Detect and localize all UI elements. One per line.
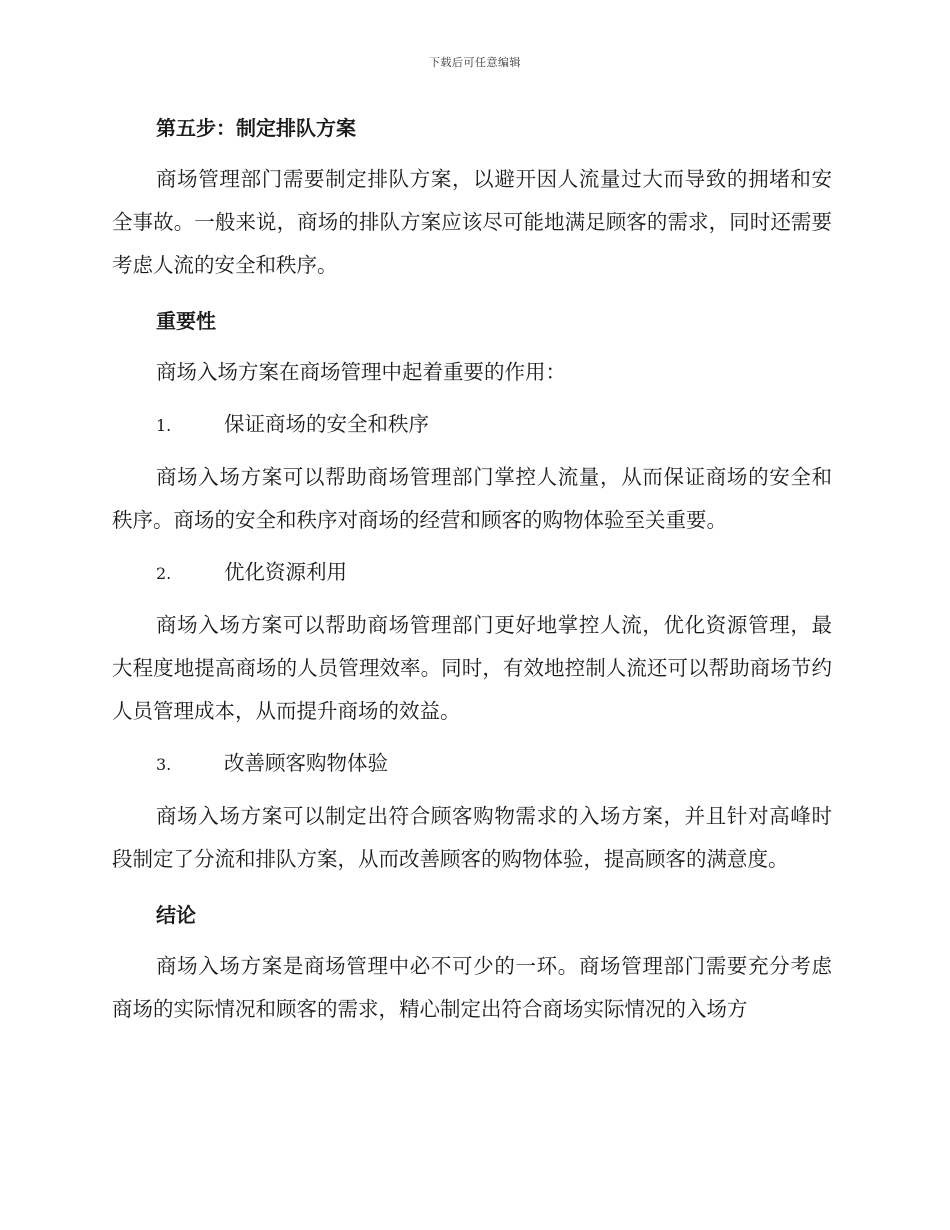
page-header: 下载后可任意编辑 [429, 56, 521, 69]
list-item-1 [112, 404, 832, 446]
document-body [112, 108, 832, 1031]
importance-intro: 商场入场方案在商场管理中起着重要的作用： [156, 360, 566, 384]
list-item-3 [112, 743, 832, 785]
step5-heading: 第五步：制定排队方案 [156, 116, 356, 140]
list-item-2 [112, 552, 832, 594]
list-title: 保证商场的安全和秩序 [224, 412, 429, 436]
conclusion-paragraph: 商场入场方案是商场管理中必不可少的一环。商场管理部门需要充分考虑商场的实际情况和顾客的需求，精心制定出符合商场实际情况的入场方 [112, 954, 832, 1021]
conclusion-heading: 结论 [156, 903, 196, 927]
list-item-3-body: 商场入场方案可以制定出符合顾客购物需求的入场方案，并且针对高峰时段制定了分流和排队方案，从而改善顾客的购物体验，提高顾客的满意度。 [112, 804, 832, 871]
list-title: 改善顾客购物体验 [224, 751, 388, 775]
list-number: 2. [156, 564, 172, 583]
importance-heading: 重要性 [156, 309, 216, 333]
list-number: 1. [156, 416, 172, 435]
list-number: 3. [156, 755, 172, 774]
list-item-1-body: 商场入场方案可以帮助商场管理部门掌控人流量，从而保证商场的安全和秩序。商场的安全和秩序对商场的经营和顾客的购物体验至关重要。 [112, 465, 832, 532]
list-item-2-body: 商场入场方案可以帮助商场管理部门更好地掌控人流，优化资源管理，最大程度地提高商场的人员管理效率。同时，有效地控制人流还可以帮助商场节约人员管理成本，从而提升商场的效益。 [112, 613, 832, 723]
step5-paragraph: 商场管理部门需要制定排队方案，以避开因人流量过大而导致的拥堵和安全事故。一般来说，商场的排队方案应该尽可能地满足顾客的需求，同时还需要考虑人流的安全和秩序。 [112, 167, 832, 277]
list-title: 优化资源利用 [224, 560, 347, 584]
